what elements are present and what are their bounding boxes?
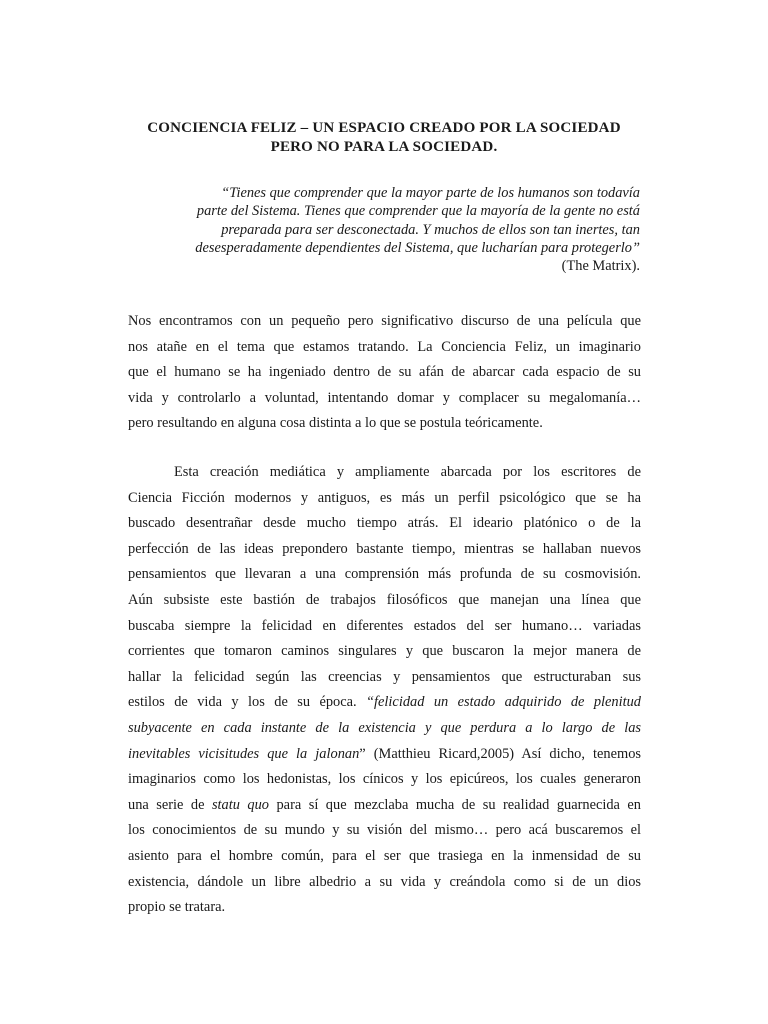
plain-text: ” (Matthieu Ricard,2005) Así dicho, tenemos	[359, 745, 641, 762]
latin-term: statu quo	[211, 796, 270, 813]
citation-text: subyacente en cada instante de la existencia y que perdura a lo largo de las	[128, 719, 641, 736]
paragraph-line	[128, 690, 641, 716]
paragraph-line: pensamientos que llevaran a una comprensión más profunda de su cosmovisión.	[128, 566, 641, 583]
paragraph-line: corrientes que tomaron caminos singulares y que buscaron la mejor manera de	[128, 643, 641, 660]
paragraph-line	[128, 793, 641, 819]
paragraph-line	[128, 742, 641, 768]
quote-line: “Tienes que comprender que la mayor parte de los humanos son todavía	[221, 185, 640, 201]
paragraph-line: vida y controlarlo a voluntad, intentando domar y complacer su megalomanía…	[128, 389, 641, 406]
paragraph-line: buscaba siempre la felicidad en diferentes estados del ser humano… variadas	[128, 617, 641, 634]
citation-text: “felicidad un estado adquirido de plenitud	[366, 694, 641, 711]
paragraph-line: asiento para el hombre común, para el ser que trasiega en la inmensidad de su	[128, 847, 641, 864]
epigraph-quote	[150, 184, 640, 275]
paragraph-line	[128, 716, 641, 742]
paragraph-line: buscado desentrañar desde mucho tiempo atrás. El ideario platónico o de la	[128, 515, 641, 532]
citation-text: inevitables vicisitudes que la jalonan	[128, 745, 360, 762]
paragraph-line: pero resultando en alguna cosa distinta a lo que se postula teóricamente.	[128, 415, 543, 432]
paragraph-line: que el humano se ha ingeniado dentro de su afán de abarcar cada espacio de su	[128, 364, 641, 381]
quote-line: preparada para ser desconectada. Y muchos de ellos son tan inertes, tan	[221, 221, 640, 238]
paragraph-line: Ciencia Ficción modernos y antiguos, es más un perfil psicológico que se ha	[128, 489, 641, 506]
document-title	[110, 119, 658, 157]
paragraph-line: los conocimientos de su mundo y su visión del mismo… pero acá buscaremos el	[128, 822, 641, 839]
paragraph-line: Aún subsiste este bastión de trabajos filosóficos que manejan una línea que	[128, 591, 641, 608]
plain-text: para sí que mezclaba mucha de su realidad guarnecida en	[269, 796, 641, 813]
plain-text: estilos de vida y los de su época.	[128, 694, 367, 711]
paragraph-line: existencia, dándole un libre albedrio a su vida y creándola como si de un dios	[128, 873, 641, 890]
quote-source: (The Matrix).	[561, 258, 640, 275]
paragraph-line: imaginarios como los hedonistas, los cínicos y los epicúreos, los cuales generaron	[128, 771, 641, 788]
quote-line: parte del Sistema. Tienes que comprender que la mayoría de la gente no está	[196, 203, 640, 220]
plain-text: una serie de	[128, 796, 212, 813]
paragraph-line: propio se tratara.	[128, 899, 226, 916]
paragraph-line: perfección de las ideas prepondero bastante tiempo, mientras se hallaban nuevos	[128, 540, 641, 557]
title-line: PERO NO PARA LA SOCIEDAD.	[270, 139, 498, 155]
paragraph-1	[128, 309, 641, 437]
paragraph-2	[128, 460, 641, 921]
title-line: CONCIENCIA FELIZ – UN ESPACIO CREADO POR LA SOCIEDAD	[147, 120, 621, 136]
paragraph-line: nos atañe en el tema que estamos tratando. La Conciencia Feliz, un imaginario	[128, 338, 641, 355]
paragraph-line: Esta creación mediática y ampliamente abarcada por los escritores de	[174, 464, 641, 480]
quote-line: desesperadamente dependientes del Sistema, que lucharían para protegerlo”	[195, 239, 640, 256]
paragraph-line: Nos encontramos con un pequeño pero significativo discurso de una película que	[128, 313, 641, 329]
paragraph-line: hallar la felicidad según las creencias y pensamientos que estructuraban sus	[128, 668, 641, 685]
